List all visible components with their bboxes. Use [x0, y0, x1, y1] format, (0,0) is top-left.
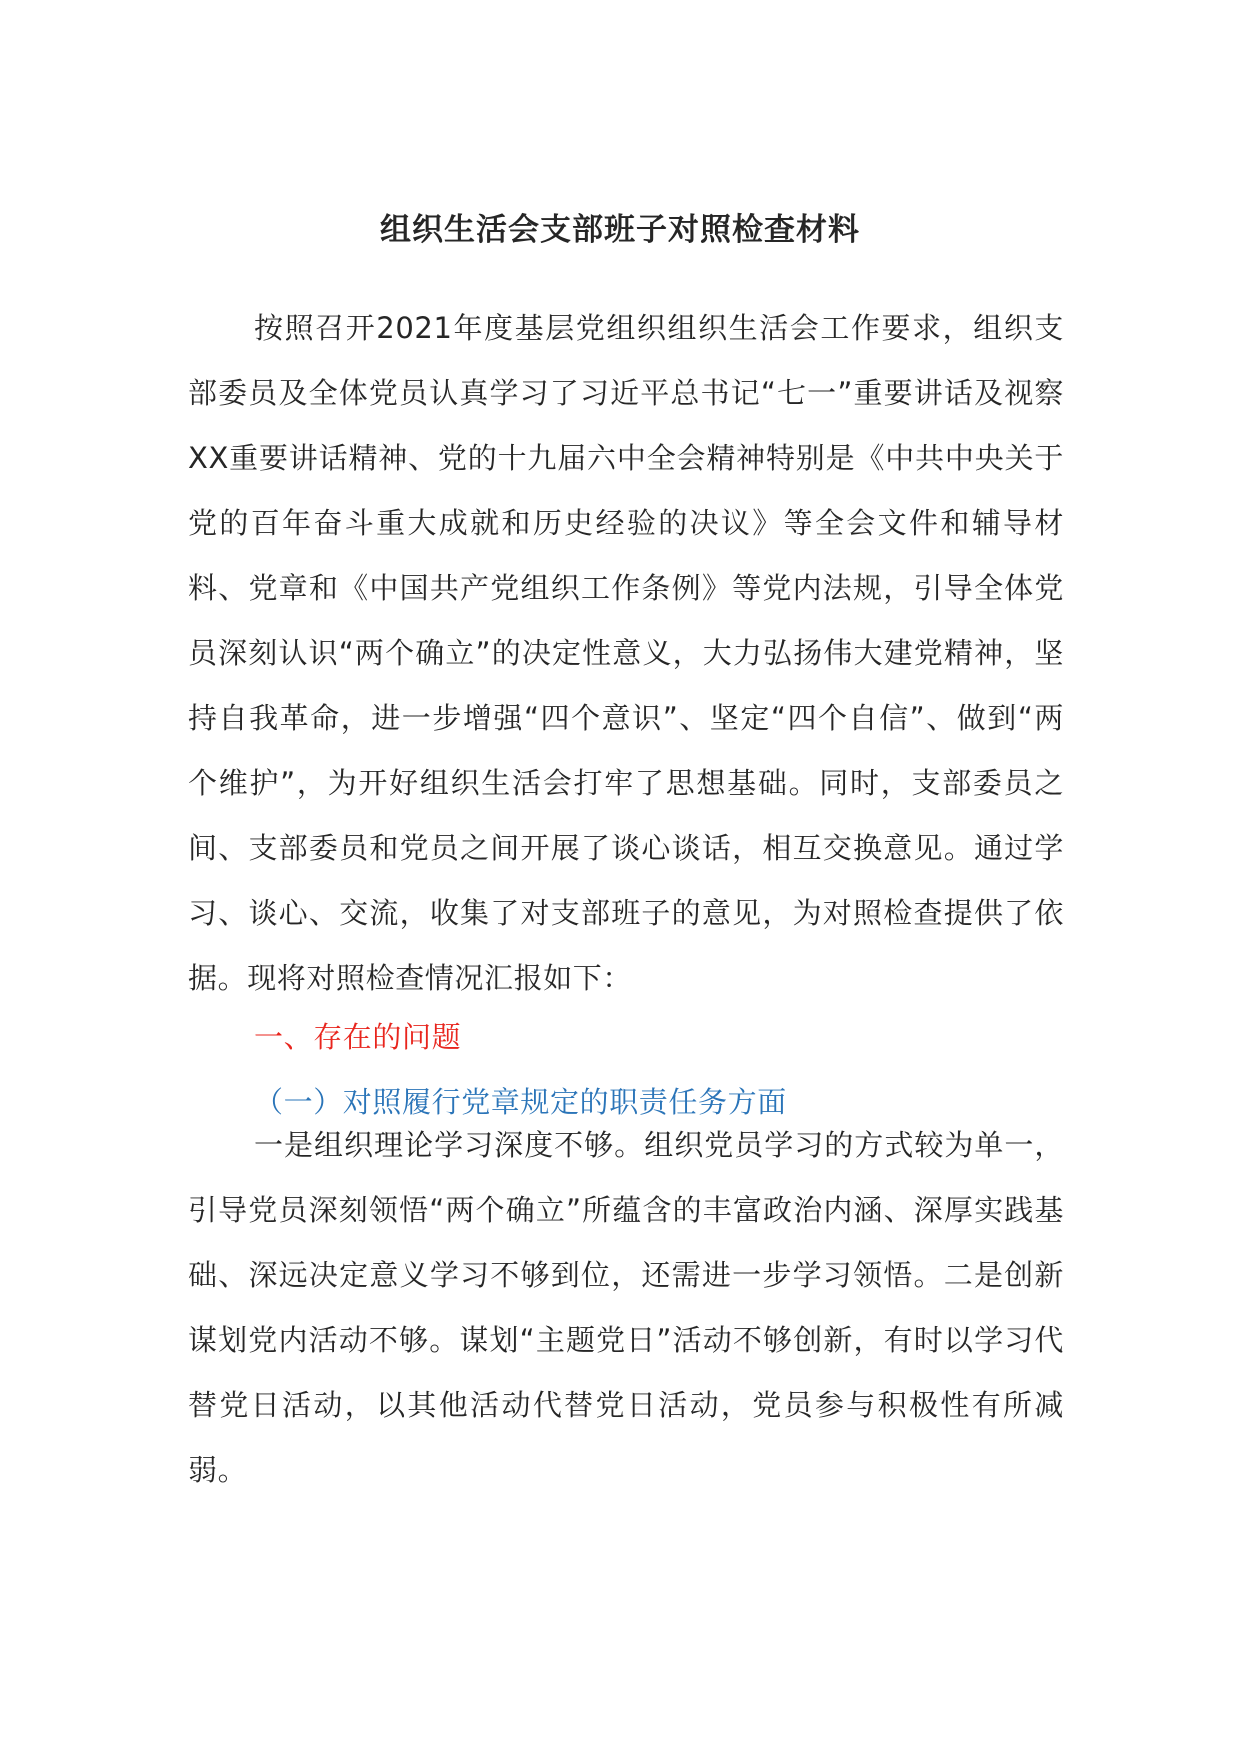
- problem-paragraph: 一是组织理论学习深度不够。组织党员学习的方式较为单一，引导党员深刻领悟“两个确立”所蕴含的丰富政治内涵、深厚实践基础、深远决定意义学习不够到位，还需进一步学习领悟。二是创新谋划党内活动不够。谋划“主题党日”活动不够创新，有时以学习代替党日活动，以其他活动代替党日活动，党员参与积极性有所减弱。: [188, 1128, 1064, 1487]
- intro-paragraph: 按照召开2021年度基层党组织组织生活会工作要求，组织支部委员及全体党员认真学习了习近平总书记“七一”重要讲话及视察XX重要讲话精神、党的十九届六中全会精神特别是《中共中央关于党的百年奋斗重大成就和历史经验的决议》等全会文件和辅导材料、党章和《中国共产党组织工作条例》等党内法规，引导全体党员深刻认识“两个确立”的决定性意义，大力弘扬伟大建党精神，坚持自我革命，进一步增强“四个意识”、坚定“四个自信”、做到“两个维护”，为开好组织生活会打牢了思想基础。同时，支部委员之间、支部委员和党员之间开展了谈心谈话，相互交换意见。通过学习、谈心、交流，收集了对支部班子的意见，为对照检查提供了依据。现将对照检查情况汇报如下：: [188, 311, 1064, 995]
- section-heading: 一、存在的问题: [254, 1020, 462, 1054]
- subsection-heading: （一）对照履行党章规定的职责任务方面: [254, 1085, 787, 1119]
- document-title: 组织生活会支部班子对照检查材料: [380, 212, 860, 248]
